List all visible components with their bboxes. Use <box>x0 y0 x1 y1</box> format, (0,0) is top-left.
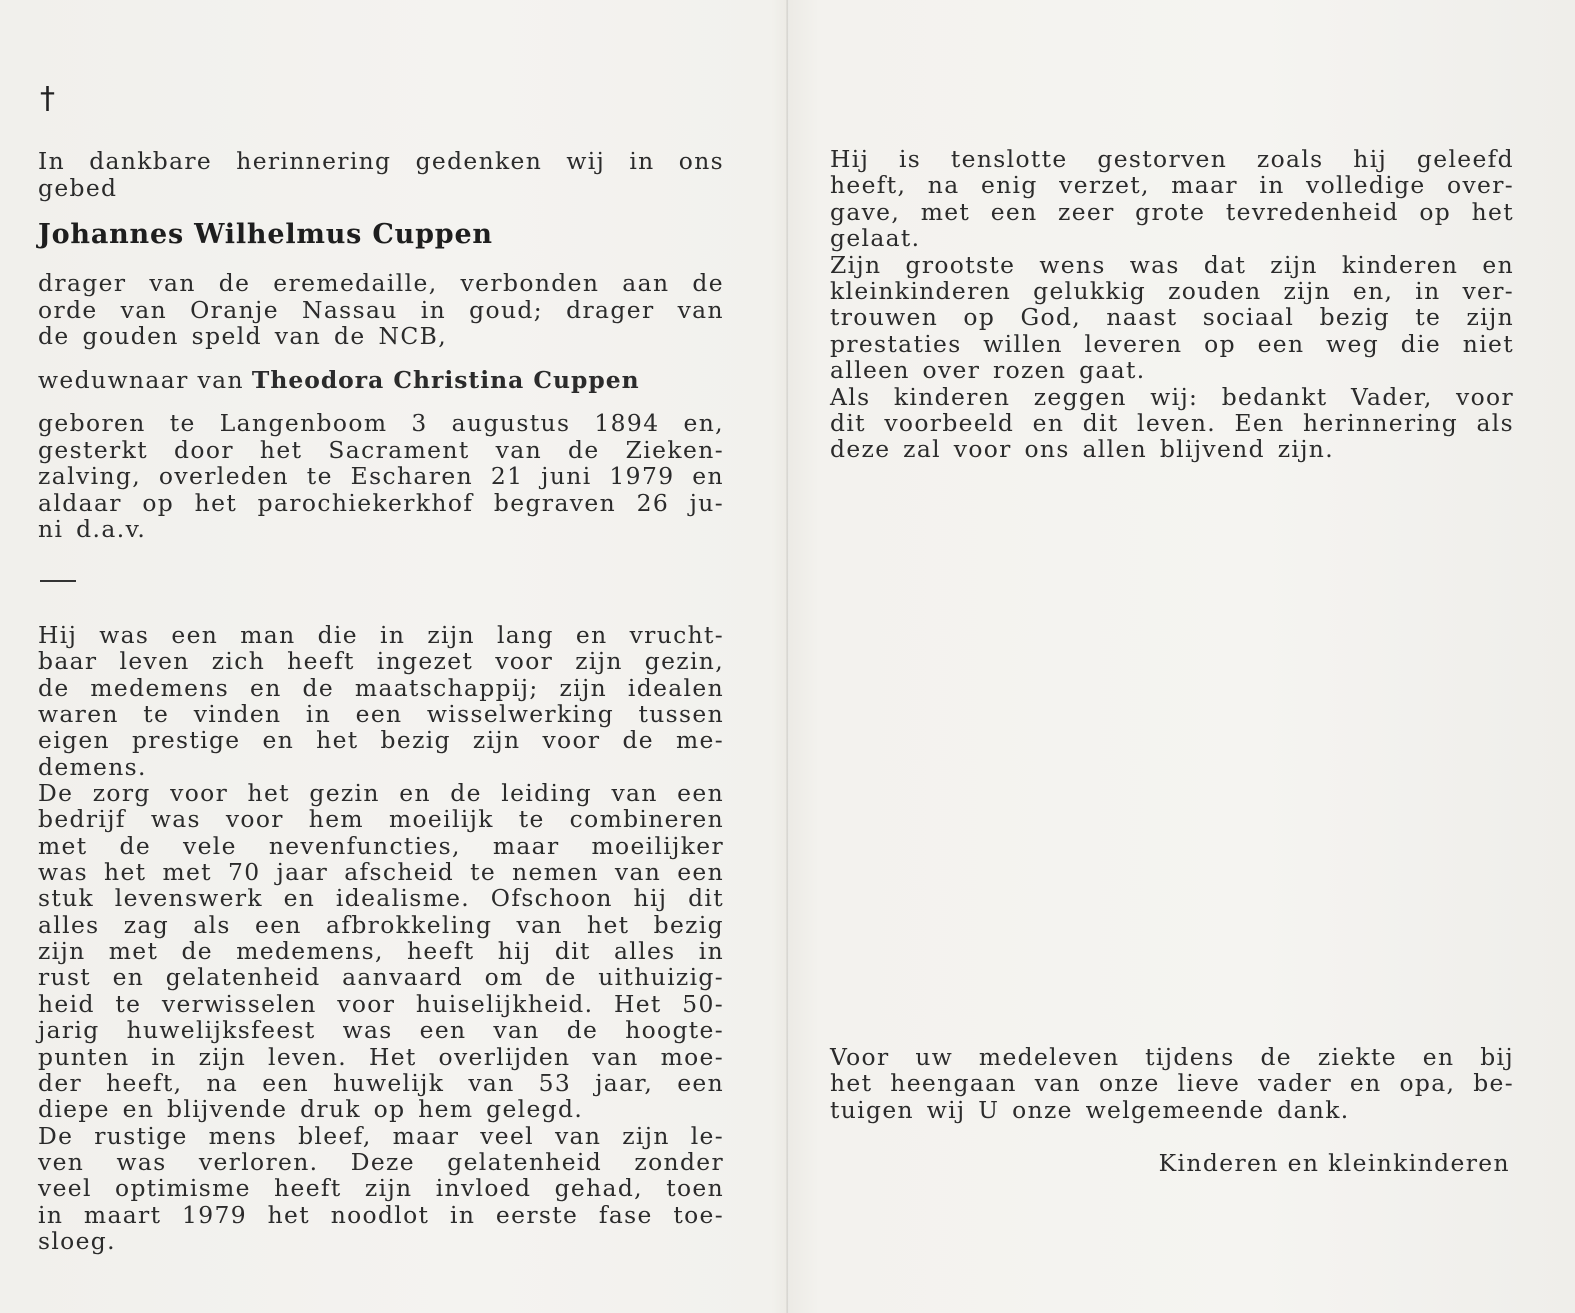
thanks-text <box>830 1044 1514 1123</box>
deceased-name: Johannes Wilhelmus Cuppen <box>38 219 493 250</box>
text-line: waren te vinden in een wisselwerking tussen <box>38 700 724 729</box>
text-line: bedrijf was voor hem moeilijk te combineren <box>38 805 724 834</box>
text-line: De zorg voor het gezin en de leiding van een <box>38 779 724 808</box>
text-line: Als kinderen zeggen wij: bedankt Vader, voor <box>830 382 1514 411</box>
text-line: trouwen op God, naast sociaal bezig te zijn <box>830 303 1514 332</box>
description-line: orde van Oranje Nassau in goud; drager van <box>38 295 724 324</box>
text-line: Hij was een man die in zijn lang en vrucht- <box>38 621 724 649</box>
text-line: heid te verwisselen voor huiselijkheid. Het 50- <box>38 989 724 1018</box>
birth-death-text <box>38 410 724 543</box>
text-line: deze zal voor ons allen blijvend zijn. <box>830 435 1335 464</box>
text-line: baar leven zich heeft ingezet voor zijn gezin, <box>38 647 724 676</box>
description-line: drager van de eremedaille, verbonden aan de <box>38 269 724 297</box>
intro-text <box>38 148 724 201</box>
intro-line: In dankbare herinnering gedenken wij in ons <box>38 147 724 175</box>
card-fold <box>786 0 789 1313</box>
text-line: dit voorbeeld en dit leven. Een herinnering als <box>830 409 1514 438</box>
text-line: ven was verloren. Deze gelatenheid zonder <box>38 1147 724 1176</box>
text-line: eigen prestige en het bezig zijn voor de me- <box>38 726 724 755</box>
text-line: de medemens en de maatschappij; zijn idealen <box>38 673 724 702</box>
birth-line: aldaar op het parochiekerkhof begraven 26 ju- <box>38 488 724 517</box>
birth-line: zalving, overleden te Escharen 21 juni 1979 en <box>38 462 724 490</box>
text-line: veel optimisme heeft zijn invloed gehad, toen <box>38 1174 724 1203</box>
text-line: stuk levenswerk en idealisme. Ofschoon hij dit <box>38 884 724 913</box>
text-line: Zijn grootste wens was dat zijn kinderen en <box>830 250 1514 279</box>
text-line: met de vele nevenfuncties, maar moeilijker <box>38 831 724 860</box>
text-line: gave, met een zeer grote tevredenheid op het <box>830 197 1514 226</box>
description-line: de gouden speld van de NCB, <box>38 322 448 350</box>
left-panel <box>38 0 728 1313</box>
text-line: alleen over rozen gaat. <box>830 356 1146 385</box>
intro-line: gebed <box>38 173 118 202</box>
text-line: sloeg. <box>38 1226 116 1255</box>
text-line: in maart 1979 het noodlot in eerste fase toe- <box>38 1200 724 1229</box>
text-line: kleinkinderen gelukkig zouden zijn en, in ver- <box>830 277 1514 306</box>
text-line: punten in zijn leven. Het overlijden van moe- <box>38 1042 724 1071</box>
text-line: der heeft, na een huwelijk van 53 jaar, een <box>38 1068 724 1097</box>
text-line: rust en gelatenheid aanvaard om de uithuizig- <box>38 963 724 992</box>
biography-text <box>38 622 724 1254</box>
text-line: demens. <box>38 752 147 781</box>
right-panel <box>830 0 1514 1313</box>
text-line: heeft, na enig verzet, maar in volledige over- <box>830 171 1514 200</box>
text-line: het heengaan van onze lieve vader en opa, be- <box>830 1069 1514 1098</box>
widower-prefix: weduwnaar van <box>38 366 244 394</box>
widower-line <box>38 367 640 394</box>
text-line: was het met 70 jaar afscheid te nemen van een <box>38 858 724 887</box>
text-line: diepe en blijvende druk op hem gelegd. <box>38 1095 584 1124</box>
spouse-name: Theodora Christina Cuppen <box>251 366 640 394</box>
birth-line: ni d.a.v. <box>38 515 147 543</box>
signature: Kinderen en kleinkinderen <box>1158 1149 1510 1177</box>
text-line: zijn met de medemens, heeft hij dit alles in <box>38 937 724 966</box>
text-line: Voor uw medeleven tijdens de ziekte en bij <box>830 1043 1514 1071</box>
text-line: jarig huwelijksfeest was een van de hoogte- <box>38 1016 724 1045</box>
text-line: De rustige mens bleef, maar veel van zijn le- <box>38 1121 724 1150</box>
birth-line: gesterkt door het Sacrament van de Zieken- <box>38 435 724 464</box>
text-line: gelaat. <box>830 224 921 253</box>
text-line: tuigen wij U onze welgemeende dank. <box>830 1095 1350 1124</box>
birth-line: geboren te Langenboom 3 augustus 1894 en, <box>38 409 724 437</box>
text-line: Hij is tenslotte gestorven zoals hij geleefd <box>830 145 1514 173</box>
honors-description <box>38 270 724 350</box>
text-line: alles zag als een afbrokkeling van het bezig <box>38 910 724 939</box>
farewell-text <box>830 146 1514 463</box>
cross-icon: † <box>40 81 55 116</box>
text-line: prestaties willen leveren op een weg die niet <box>830 329 1514 358</box>
separator-dash <box>40 580 76 582</box>
